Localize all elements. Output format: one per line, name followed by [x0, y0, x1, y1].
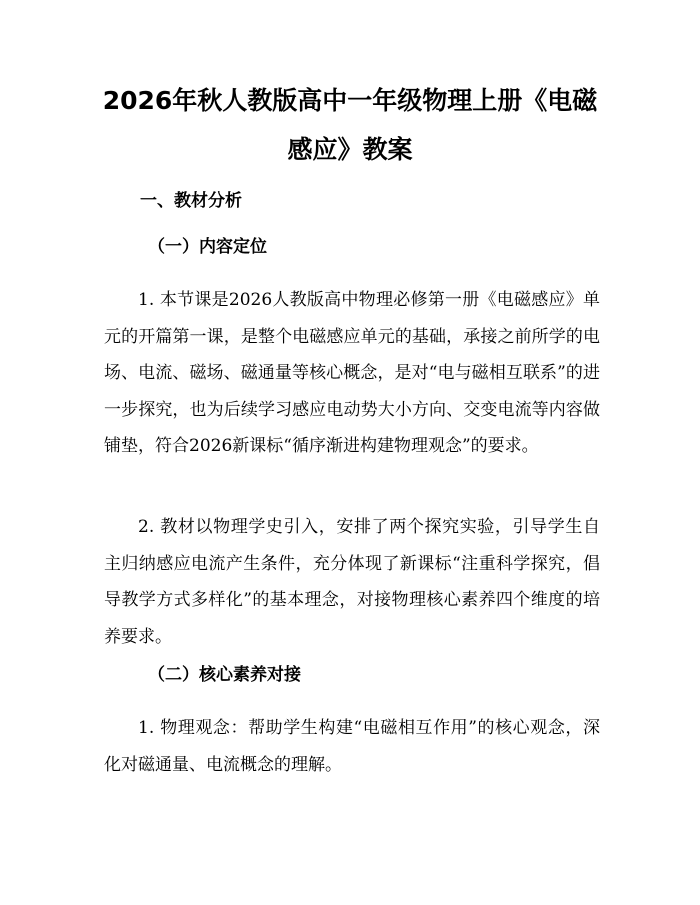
paragraph-content-positioning-2: 2. 教材以物理学史引入，安排了两个探究实验，引导学生自主归纳感应电流产生条件，充分体现了新课标“注重科学探究，倡导教学方式多样化”的基本理念，对接物理核心素养四个维度的培养要求。 — [104, 517, 600, 647]
document-title-line-1: 2026年秋人教版高中一年级物理上册《电磁 — [102, 86, 598, 115]
section-heading-textbook-analysis: 一、教材分析 — [140, 191, 242, 211]
paragraph-core-literacy-1: 1. 物理观念：帮助学生构建“电磁相互作用”的核心观念，深化对磁通量、电流概念的理解。 — [104, 718, 600, 775]
subsection-heading-core-literacy: （二）核心素养对接 — [148, 665, 301, 685]
document-title-line-2: 感应》教案 — [287, 135, 413, 164]
paragraph-content-positioning-1: 1. 本节课是2026人教版高中物理必修第一册《电磁感应》单元的开篇第一课，是整个电磁感应单元的基础，承接之前所学的电场、电流、磁场、磁通量等核心概念，是对“电与磁相互联系”的进一步探究，也为后续学习感应电动势大小方向、交变电流等内容做铺垫，符合2026新课标“循序渐进构建物理观念”的要求。 — [104, 290, 600, 456]
subsection-heading-content-positioning: （一）内容定位 — [148, 237, 267, 257]
